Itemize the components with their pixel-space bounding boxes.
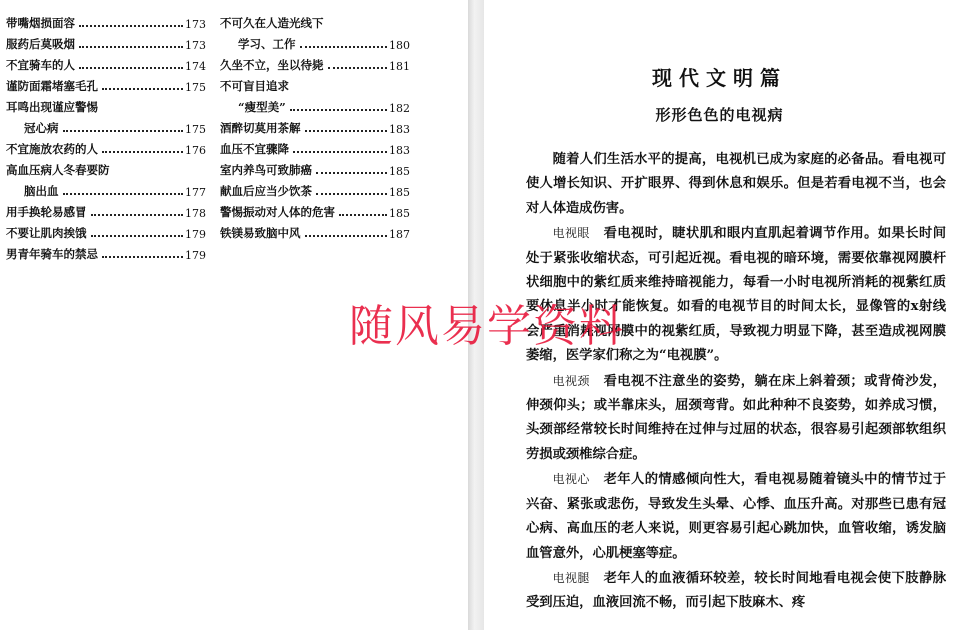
toc-entry (6, 73, 206, 94)
paragraph-text: 老年人的血液循环较差，较长时间地看电视会使下肢静脉受到压迫，血液回流不畅，而引起下肢麻木、疼 (526, 570, 946, 611)
paragraph-term: 电视眼 (552, 226, 590, 241)
toc-entry-title: 久坐不立，坐以待毙 (220, 58, 324, 72)
toc-entry-title: 铁镁易致脑中风 (220, 226, 301, 240)
toc-entry (6, 157, 206, 178)
toc-leader-dots (290, 109, 387, 111)
toc-column-2 (220, 10, 410, 241)
toc-page-number: 176 (185, 144, 206, 157)
toc-entry (220, 199, 410, 220)
toc-entry (6, 199, 206, 220)
toc-entry-title: 不要让肌肉挨饿 (6, 226, 87, 240)
toc-entry-title: “瘦型美” (238, 100, 286, 114)
toc-entry (6, 10, 206, 31)
toc-leader-dots (305, 130, 388, 132)
watermark: 随风易学资料 (349, 301, 625, 352)
toc-entry-title: 男青年骑车的禁忌 (6, 247, 98, 261)
toc-leader-dots (300, 46, 388, 48)
toc-page-number: 179 (185, 228, 206, 241)
toc-entry (220, 157, 410, 178)
toc-leader-dots (316, 172, 387, 174)
article-paragraph (526, 369, 946, 468)
toc-entry-title: 室内养鸟可致肺癌 (220, 163, 312, 177)
toc-leader-dots (305, 235, 388, 237)
toc-leader-dots (102, 151, 183, 153)
paragraph-term: 电视颈 (552, 373, 590, 388)
toc-entry (6, 136, 206, 157)
toc-entry (220, 94, 410, 115)
toc-page-number: 185 (389, 165, 410, 178)
toc-page-number: 179 (185, 249, 206, 262)
paragraph-text: 看电视不注意坐的姿势，躺在床上斜着颈；或背倚沙发，伸颈仰头；或半靠床头，屈颈弯背。如此种种不良姿势，如养成习惯，头颈部经常较长时间维持在过伸与过屈的状态，很容易引起颈部软组织劳损或颈椎综合症。 (526, 373, 946, 462)
toc-leader-dots (91, 235, 184, 237)
toc-entry-title: 献血后应当少饮茶 (220, 184, 312, 198)
toc-page-number: 175 (185, 81, 206, 94)
toc-leader-dots (102, 88, 183, 90)
toc-leader-dots (316, 193, 387, 195)
toc-leader-dots (63, 130, 184, 132)
toc-entry (6, 52, 206, 73)
toc-entry-title: 不宜骑车的人 (6, 58, 75, 72)
toc-entry (220, 220, 410, 241)
article-title: 形形色色的电视病 (655, 106, 784, 124)
toc-page-number: 183 (389, 144, 410, 157)
toc-entry-title: 学习、工作 (238, 37, 296, 51)
toc-entry-title: 脑出血 (24, 184, 59, 198)
toc-entry (220, 10, 410, 31)
toc-leader-dots (102, 256, 183, 258)
toc-page-number: 181 (389, 60, 410, 73)
toc-entry (220, 52, 410, 73)
toc-entry (6, 241, 206, 262)
article-paragraph (526, 148, 946, 221)
toc-page-number: 187 (389, 228, 410, 241)
toc-page-number: 182 (389, 102, 410, 115)
toc-entry-title: 不宜施放农药的人 (6, 142, 98, 156)
section-title: 现代文明篇 (652, 66, 787, 90)
toc-entry (220, 31, 410, 52)
paragraph-term: 电视腿 (552, 570, 590, 585)
toc-entry-title: 警惕振动对人体的危害 (220, 205, 335, 219)
toc-page-number: 185 (389, 186, 410, 199)
toc-entry (6, 94, 206, 115)
paragraph-text: 老年人的情感倾向性大，看电视易随着镜头中的情节过于兴奋、紧张或悲伤，导致发生头晕、心悸、血压升高。对那些已患有冠心病、高血压的老人来说，则更容易引起心跳加快，血管收缩，诱发脑血管意外，心肌梗塞等症。 (526, 472, 946, 561)
toc-entry-title: 耳鸣出现谨应警惕 (6, 100, 98, 114)
toc-leader-dots (79, 67, 183, 69)
toc-entry (220, 136, 410, 157)
toc-page-number: 183 (389, 123, 410, 136)
toc-entry-title: 不可盲目追求 (220, 79, 289, 93)
article-paragraph (526, 566, 946, 616)
toc-entry-title: 服药后莫吸烟 (6, 37, 75, 51)
toc-entry-title: 酒醉切莫用茶解 (220, 121, 301, 135)
toc-leader-dots (79, 46, 183, 48)
toc-page-number: 175 (185, 123, 206, 136)
toc-page-number: 173 (185, 18, 206, 31)
toc-leader-dots (63, 193, 184, 195)
article-paragraph (526, 467, 946, 566)
toc-page-number: 178 (185, 207, 206, 220)
toc-page-number: 173 (185, 39, 206, 52)
toc-entry (220, 115, 410, 136)
toc-entry (6, 31, 206, 52)
toc-page-number: 185 (389, 207, 410, 220)
toc-leader-dots (328, 67, 388, 69)
toc-entry-title: 带嘴烟损面容 (6, 16, 75, 30)
toc-leader-dots (293, 151, 387, 153)
toc-entry-title: 用手换轮易感冒 (6, 205, 87, 219)
toc-page-number: 174 (185, 60, 206, 73)
toc-leader-dots (91, 214, 184, 216)
toc-entry-title: 高血压病人冬春要防 (6, 163, 110, 177)
toc-page-number: 177 (185, 186, 206, 199)
toc-entry-title: 血压不宜骤降 (220, 142, 289, 156)
toc-entry (220, 73, 410, 94)
paragraph-term: 电视心 (552, 472, 590, 487)
toc-entry-title: 冠心病 (24, 121, 59, 135)
article-body (526, 148, 946, 616)
paragraph-text: 看电视时，睫状肌和眼内直肌起着调节作用。如果长时间处于紧张收缩状态，可引起近视。看电视的暗环境，需要依靠视网膜杆状细胞中的紫红质来维持暗视能力，每看一小时电视所消耗的视紫红质要休息半小时才能恢复。如看的电视节目的时间太长，显像管的x射线会严重消耗视网膜中的视紫红质，导致视力明显下降，甚至造成视网膜萎缩，医学家们称之为“电视膜”。 (526, 226, 946, 364)
toc-column-1 (6, 10, 206, 262)
toc-entry-title: 不可久在人造光线下 (220, 16, 324, 30)
toc-entry (220, 178, 410, 199)
toc-entry (6, 115, 206, 136)
paragraph-text: 随着人们生活水平的提高，电视机已成为家庭的必备品。看电视可使人增长知识、开扩眼界、得到休息和娱乐。但是若看电视不当，也会对人体造成伤害。 (526, 152, 946, 216)
toc-leader-dots (79, 25, 183, 27)
toc-entry-title: 谨防面霜堵塞毛孔 (6, 79, 98, 93)
toc-entry (6, 220, 206, 241)
toc-page-number: 180 (389, 39, 410, 52)
toc-leader-dots (339, 214, 387, 216)
toc-entry (6, 178, 206, 199)
